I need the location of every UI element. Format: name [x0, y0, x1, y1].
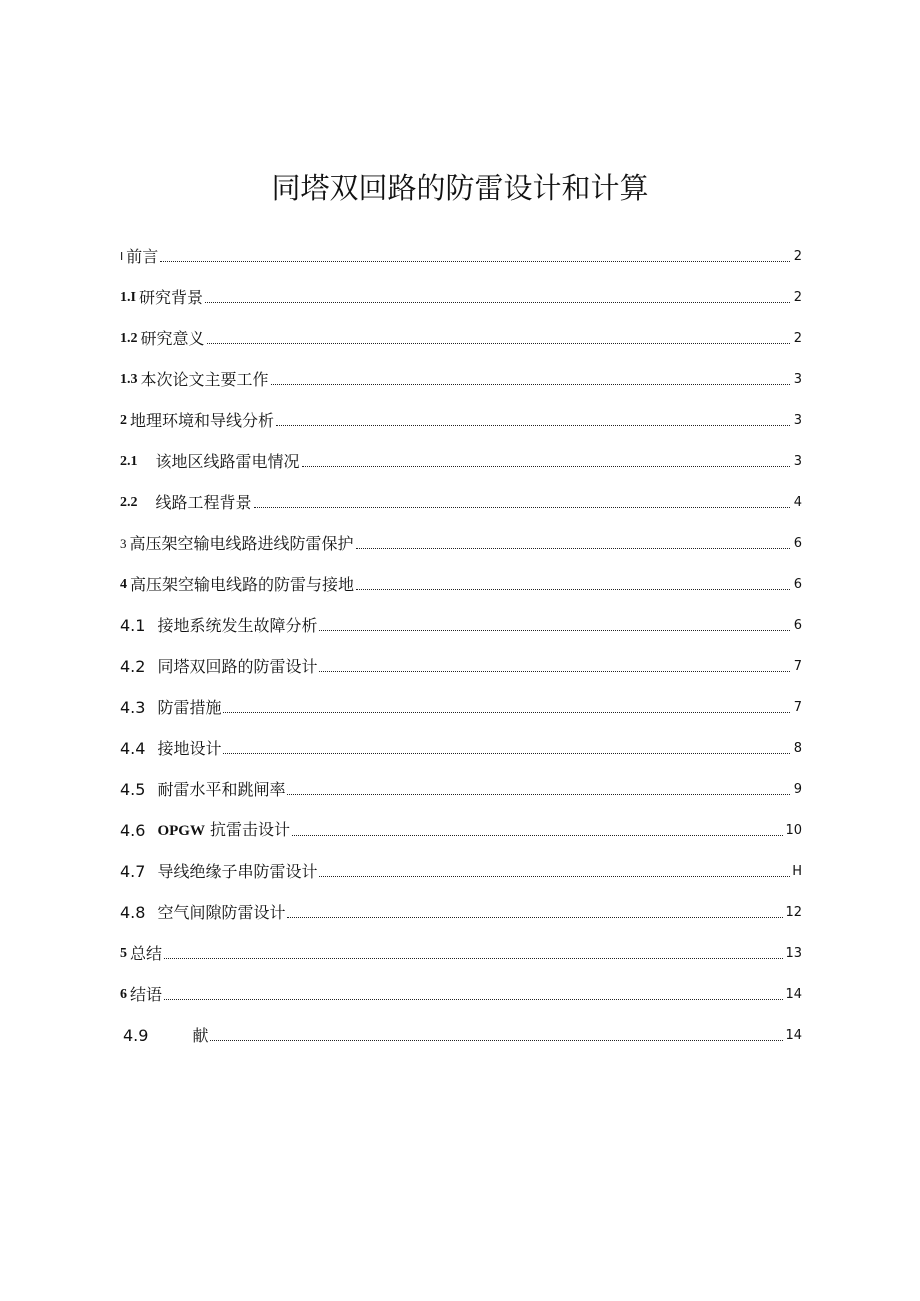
toc-entry-label: 本次论文主要工作 [140, 370, 269, 389]
toc-entry-4-1[interactable] [120, 595, 802, 636]
toc-entry-label: 导线绝缘子串防雷设计 [157, 862, 318, 881]
toc-leader-dots [223, 752, 790, 754]
toc-entry-label: 前言 [126, 247, 159, 266]
toc-entry-page: 2 [793, 290, 802, 305]
toc-entry-label: 结语 [130, 985, 163, 1004]
toc-entry-label: 防雷措施 [157, 698, 222, 717]
toc-entry-label: 耐雷水平和跳闸率 [157, 780, 286, 799]
toc-entry-label: 线路工程背景 [155, 493, 252, 512]
toc-entry-2-1[interactable] [120, 431, 802, 472]
toc-entry-1-1[interactable] [120, 267, 802, 308]
toc-entry-number: 4.3 [120, 698, 146, 717]
toc-entry-page: 8 [793, 741, 802, 756]
toc-entry-page: 2 [793, 249, 802, 264]
toc-entry-number: 2 [120, 413, 127, 428]
toc-entry-label: 同塔双回路的防雷设计 [157, 657, 318, 676]
toc-entry-page: 6 [793, 536, 802, 551]
toc-leader-dots [210, 1039, 783, 1041]
toc-entry-number: 4.4 [120, 739, 146, 758]
toc-leader-dots [223, 711, 790, 713]
toc-leader-dots [319, 875, 790, 877]
toc-entry-label: 高压架空输电线路进线防雷保护 [129, 534, 354, 553]
toc-leader-dots [205, 301, 790, 303]
toc-entry-number: 4.6 [120, 821, 146, 840]
toc-leader-dots [164, 998, 783, 1000]
toc-entry-4-4[interactable] [120, 718, 802, 759]
toc-entry-number: 1.I [120, 290, 136, 305]
toc-entry-4-3[interactable] [120, 677, 802, 718]
toc-leader-dots [356, 588, 790, 590]
toc-entry-page: 2 [793, 331, 802, 346]
toc-entry-4-6[interactable] [120, 800, 802, 841]
toc-leader-dots [319, 670, 790, 672]
toc-entry-label: 接地系统发生故障分析 [157, 616, 318, 635]
toc-entry-number: 4.8 [120, 903, 146, 922]
toc-entry-6[interactable] [120, 964, 802, 1005]
toc-entry-number: 4.2 [120, 657, 146, 676]
toc-entry-preface[interactable] [120, 226, 802, 267]
toc-entry-page: 9 [793, 782, 802, 797]
toc-entry-number: 4.7 [120, 862, 146, 881]
toc-entry-number: 2.2 [120, 495, 138, 510]
toc-entry-page: 4 [793, 495, 802, 510]
toc-entry-label: 接地设计 [157, 739, 222, 758]
toc-entry-page: H [792, 864, 802, 879]
toc-entry-label-latin: OPGW [157, 823, 205, 839]
toc-entry-number: 6 [120, 987, 127, 1002]
toc-entry-label: 研究背景 [138, 288, 203, 307]
toc-leader-dots [254, 506, 790, 508]
toc-leader-dots [287, 916, 783, 918]
toc-leader-dots [302, 465, 790, 467]
toc-entry-page: 7 [793, 659, 802, 674]
toc-entry-number: 1.3 [120, 372, 138, 387]
toc-leader-dots [356, 547, 790, 549]
toc-entry-5[interactable] [120, 923, 802, 964]
table-of-contents [120, 226, 802, 1046]
toc-entry-page: 6 [793, 618, 802, 633]
toc-entry-label: 高压架空输电线路的防雷与接地 [130, 575, 355, 594]
toc-entry-4[interactable] [120, 554, 802, 595]
toc-entry-number: 4.5 [120, 780, 146, 799]
toc-leader-dots [160, 260, 790, 262]
toc-leader-dots [276, 424, 790, 426]
toc-entry-page: 14 [785, 1028, 802, 1043]
toc-entry-label: 献 [192, 1026, 209, 1045]
toc-entry-references[interactable] [120, 1005, 802, 1046]
toc-entry-4-5[interactable] [120, 759, 802, 800]
toc-leader-dots [287, 793, 790, 795]
toc-entry-page: 6 [793, 577, 802, 592]
toc-leader-dots [319, 629, 790, 631]
toc-entry-number: 4 [120, 577, 127, 592]
toc-entry-4-8[interactable] [120, 882, 802, 923]
toc-leader-dots [207, 342, 790, 344]
toc-entry-number: 1.2 [120, 331, 138, 346]
toc-entry-number: 2.1 [120, 454, 138, 469]
toc-leader-dots [164, 957, 783, 959]
toc-entry-4-2[interactable] [120, 636, 802, 677]
toc-entry-page: 13 [785, 946, 802, 961]
toc-leader-dots [271, 383, 790, 385]
toc-entry-label: 总结 [130, 944, 163, 963]
toc-entry-label: 地理环境和导线分析 [130, 411, 275, 430]
toc-entry-page: 12 [785, 905, 802, 920]
toc-entry-page: 3 [793, 372, 802, 387]
toc-entry-4-7[interactable] [120, 841, 802, 882]
toc-entry-label: 该地区线路雷电情况 [155, 452, 300, 471]
toc-entry-page: 14 [785, 987, 802, 1002]
toc-entry-1-2[interactable] [120, 308, 802, 349]
toc-entry-page: 3 [793, 413, 802, 428]
toc-entry-number: 5 [120, 946, 127, 961]
toc-entry-page: 3 [793, 454, 802, 469]
toc-entry-2[interactable] [120, 390, 802, 431]
toc-leader-dots [292, 834, 783, 836]
toc-entry-page: 10 [785, 823, 802, 838]
toc-entry-2-2[interactable] [120, 472, 802, 513]
page-title: 同塔双回路的防雷设计和计算 [271, 171, 649, 205]
toc-entry-number: 3 [120, 536, 127, 551]
toc-entry-label [157, 820, 290, 841]
toc-entry-number: 4.9 [123, 1026, 149, 1045]
toc-entry-number: I [120, 250, 124, 263]
toc-entry-label-text: 抗雷击设计 [210, 820, 291, 839]
toc-entry-label: 空气间隙防雷设计 [157, 903, 286, 922]
toc-entry-1-3[interactable] [120, 349, 802, 390]
toc-entry-3[interactable] [120, 513, 802, 554]
toc-entry-page: 7 [793, 700, 802, 715]
toc-entry-number: 4.1 [120, 616, 146, 635]
toc-entry-label: 研究意义 [140, 329, 205, 348]
